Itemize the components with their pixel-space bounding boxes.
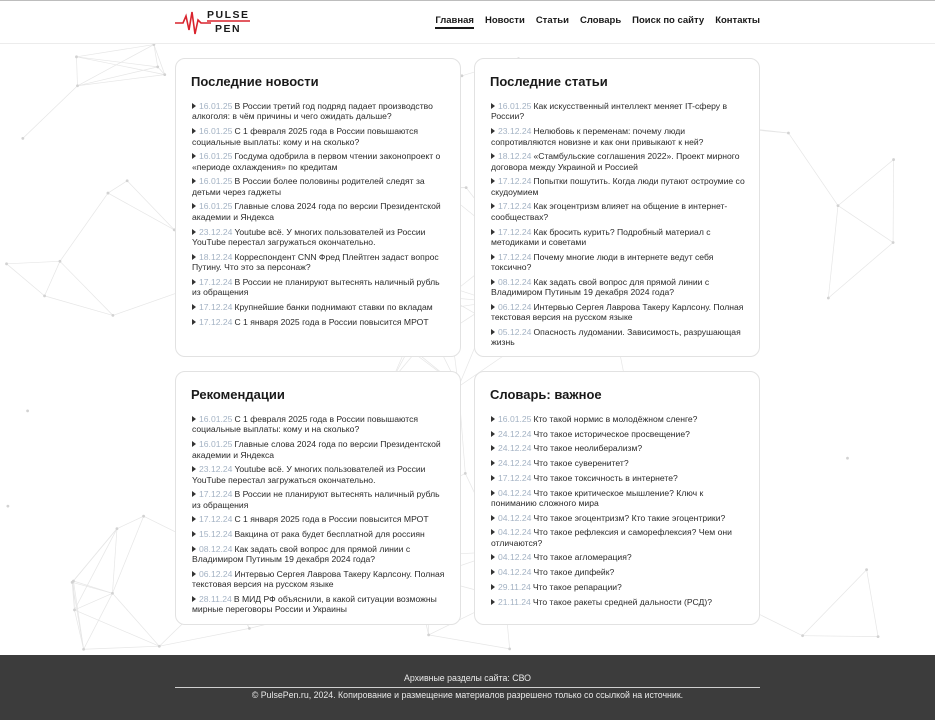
logo-line2: PEN <box>215 23 242 35</box>
item-date: 29.11.24 <box>498 581 531 592</box>
item-date: 06.12.24 <box>199 568 233 579</box>
glossary-list <box>490 414 745 607</box>
item-date: 21.11.24 <box>498 596 531 607</box>
caret-right-icon <box>192 229 196 235</box>
caret-right-icon <box>192 153 196 159</box>
caret-right-icon <box>491 416 495 422</box>
item-date: 24.12.24 <box>498 428 532 439</box>
item-title-link[interactable]: Что такое историческое просвещение? <box>533 428 690 439</box>
item-title-link[interactable]: В МИД РФ объяснили, в какой ситуации возможны мирные переговоры России и Украины <box>192 594 437 615</box>
caret-right-icon <box>491 304 495 310</box>
recommendations-card <box>175 371 461 625</box>
caret-right-icon <box>491 554 495 560</box>
news-heading: Последние новости <box>191 74 319 89</box>
news-card <box>175 58 461 357</box>
item-date: 04.12.24 <box>498 527 532 538</box>
caret-right-icon <box>491 529 495 535</box>
list-item[interactable] <box>490 488 745 509</box>
recommendations-heading: Рекомендации <box>191 387 285 402</box>
caret-right-icon <box>491 329 495 335</box>
list-item[interactable] <box>191 544 446 565</box>
list-item[interactable] <box>490 252 745 273</box>
list-item[interactable] <box>191 514 446 524</box>
item-date: 17.12.24 <box>199 489 233 500</box>
item-date: 17.12.24 <box>498 251 532 262</box>
caret-right-icon <box>192 491 196 497</box>
caret-right-icon <box>491 103 495 109</box>
caret-right-icon <box>491 128 495 134</box>
caret-right-icon <box>491 229 495 235</box>
logo-line1: PULSE <box>207 9 250 21</box>
item-date: 17.12.24 <box>199 316 233 327</box>
list-item[interactable] <box>191 594 446 615</box>
item-date: 28.11.24 <box>199 594 232 605</box>
articles-list <box>490 101 745 348</box>
caret-right-icon <box>192 531 196 537</box>
item-title-link[interactable]: Госдума одобрила в первом чтении законопроект о «периоде охлаждения» по кредитам <box>192 151 441 172</box>
glossary-card <box>474 371 760 625</box>
list-item[interactable] <box>490 552 745 562</box>
item-date: 08.12.24 <box>199 543 233 554</box>
item-date: 15.12.24 <box>199 529 233 540</box>
caret-right-icon <box>192 441 196 447</box>
item-title-link[interactable]: Что такое токсичность в интернете? <box>533 472 678 483</box>
item-title-link[interactable]: С 1 января 2025 года в России повысится МРОТ <box>234 514 429 525</box>
item-date: 04.12.24 <box>498 487 532 498</box>
caret-right-icon <box>192 571 196 577</box>
caret-right-icon <box>491 153 495 159</box>
item-date: 16.01.25 <box>199 126 233 137</box>
item-date: 08.12.24 <box>498 276 532 287</box>
caret-right-icon <box>491 599 495 605</box>
item-date: 23.12.24 <box>498 126 532 137</box>
list-item[interactable] <box>191 126 446 147</box>
item-title-link[interactable]: Опасность лудомании. Зависимость, разрушающая жизнь <box>491 326 741 348</box>
list-item[interactable] <box>490 414 745 424</box>
item-date: 23.12.24 <box>199 464 233 475</box>
list-item[interactable] <box>191 151 446 172</box>
list-item[interactable] <box>490 458 745 468</box>
list-item[interactable] <box>191 569 446 590</box>
list-item[interactable] <box>490 277 745 298</box>
footer-archive-link[interactable]: Архивные разделы сайта: СВО <box>403 673 531 683</box>
list-item[interactable] <box>490 227 745 248</box>
caret-right-icon <box>192 516 196 522</box>
item-date: 18.12.24 <box>498 151 532 162</box>
list-item[interactable] <box>490 597 745 607</box>
item-date: 23.12.24 <box>199 226 233 237</box>
list-item[interactable] <box>191 277 446 298</box>
item-date: 17.12.24 <box>498 226 532 237</box>
item-date: 24.12.24 <box>498 443 532 454</box>
item-title-link[interactable]: Youtube всё. У многих пользователей из России YouTube перестал загружаться окончательно. <box>192 464 426 485</box>
articles-card <box>474 58 760 357</box>
caret-right-icon <box>491 254 495 260</box>
item-date: 05.12.24 <box>498 326 532 337</box>
item-date: 16.01.25 <box>199 176 233 187</box>
item-date: 04.12.24 <box>498 567 532 578</box>
nav-contacts[interactable]: Контакты <box>715 15 760 26</box>
list-item[interactable] <box>490 443 745 453</box>
caret-right-icon <box>491 279 495 285</box>
item-title-link[interactable]: Как эгоцентризм влияет на общение в интернет-сообществах? <box>491 201 728 222</box>
item-title-link[interactable]: Что такое рефлексия и саморефлексия? Чем они отличаются? <box>491 527 732 548</box>
caret-right-icon <box>491 475 495 481</box>
list-item[interactable] <box>490 302 745 323</box>
item-date: 16.01.25 <box>199 101 233 111</box>
list-item[interactable] <box>490 429 745 439</box>
list-item[interactable] <box>191 489 446 510</box>
item-title-link[interactable]: Что такое критическое мышление? Ключ к пониманию сложного мира <box>491 487 704 508</box>
caret-right-icon <box>192 319 196 325</box>
caret-right-icon <box>192 128 196 134</box>
caret-right-icon <box>491 445 495 451</box>
item-date: 24.12.24 <box>498 458 532 469</box>
caret-right-icon <box>192 279 196 285</box>
item-title-link[interactable]: Корреспондент CNN Фред Плейтген задаст вопрос Путину. Что это за персонаж? <box>192 251 439 273</box>
item-title-link[interactable]: В России не планируют вытеснять наличный рубль из обращения <box>192 276 440 298</box>
item-title-link[interactable]: Что такое неолиберализм? <box>533 443 643 454</box>
item-title-link[interactable]: Попытки пошутить. Когда люди путают остроумие со скудоумием <box>491 176 745 197</box>
nav-home[interactable]: Главная <box>435 15 474 29</box>
item-title-link[interactable]: Как задать свой вопрос для прямой линии с Владимиром Путиным 19 декабря 2024 года? <box>491 276 710 298</box>
list-item[interactable] <box>191 302 446 312</box>
caret-right-icon <box>192 254 196 260</box>
main-nav <box>435 15 760 29</box>
articles-heading: Последние статьи <box>490 74 608 89</box>
item-date: 16.01.25 <box>199 414 233 424</box>
list-item[interactable] <box>490 527 745 548</box>
caret-right-icon <box>192 416 196 422</box>
footer-divider <box>175 687 760 688</box>
item-title-link[interactable]: Кто такой нормис в молодёжном сленге? <box>533 414 698 424</box>
item-title-link[interactable]: Что такое суверенитет? <box>533 458 629 469</box>
item-date: 17.12.24 <box>199 301 233 312</box>
list-item[interactable] <box>191 439 446 460</box>
news-list <box>191 101 446 327</box>
item-title-link[interactable]: Что такое агломерация? <box>533 552 632 563</box>
list-item[interactable] <box>191 176 446 197</box>
list-item[interactable] <box>490 176 745 197</box>
caret-right-icon <box>192 203 196 209</box>
item-title-link[interactable]: Что такое дипфейк? <box>533 567 615 578</box>
item-title-link[interactable]: Интервью Сергея Лаврова Такеру Карлсону. Полная текстовая версия на русском языке <box>192 568 445 590</box>
item-date: 17.12.24 <box>199 276 233 287</box>
list-item[interactable] <box>490 513 745 523</box>
item-date: 16.01.25 <box>498 414 532 424</box>
item-date: 17.12.24 <box>498 472 532 483</box>
item-title-link[interactable]: Как задать свой вопрос для прямой линии с Владимиром Путиным 19 декабря 2024 года? <box>192 543 411 565</box>
item-date: 18.12.24 <box>199 251 233 262</box>
item-title-link[interactable]: Почему многие люди в интернете ведут себя токсично? <box>491 251 714 273</box>
caret-right-icon <box>491 515 495 521</box>
nav-search[interactable]: Поиск по сайту <box>632 15 705 26</box>
item-date: 16.01.25 <box>498 101 532 111</box>
recommendations-list <box>191 414 446 615</box>
item-title-link[interactable]: С 1 февраля 2025 года в России повышаются социальные выплаты: кому и на сколько? <box>192 126 419 147</box>
caret-right-icon <box>491 178 495 184</box>
caret-right-icon <box>192 466 196 472</box>
item-date: 17.12.24 <box>498 176 532 187</box>
caret-right-icon <box>491 203 495 209</box>
list-item[interactable] <box>490 201 745 222</box>
caret-right-icon <box>192 103 196 109</box>
list-item[interactable] <box>490 327 745 348</box>
list-item[interactable] <box>191 101 446 122</box>
item-date: 06.12.24 <box>498 301 532 312</box>
list-item[interactable] <box>490 473 745 483</box>
caret-right-icon <box>192 546 196 552</box>
item-date: 17.12.24 <box>498 201 532 212</box>
list-item[interactable] <box>191 227 446 248</box>
list-item[interactable] <box>191 529 446 539</box>
item-title-link[interactable]: Как искусственный интеллект меняет IT-сферу в России? <box>491 101 728 122</box>
list-item[interactable] <box>490 101 745 122</box>
item-title-link[interactable]: Что такое ракеты средней дальности (РСД)? <box>532 596 712 607</box>
item-date: 04.12.24 <box>498 552 532 563</box>
item-title-link[interactable]: «Стамбульские соглашения 2022». Проект мирного договора между Украиной и Россией <box>491 151 740 172</box>
site-header <box>0 1 935 44</box>
caret-right-icon <box>491 490 495 496</box>
item-date: 16.01.25 <box>199 201 233 212</box>
footer-copyright: © PulsePen.ru, 2024. Копирование и размещение материалов разрешено только со ссылкой на источник. <box>251 690 684 700</box>
item-title-link[interactable]: В России не планируют вытеснять наличный рубль из обращения <box>192 489 440 510</box>
caret-right-icon <box>192 304 196 310</box>
item-date: 04.12.24 <box>498 512 532 523</box>
item-date: 16.01.25 <box>199 439 233 450</box>
item-title-link[interactable]: В России третий год подряд падает производство алкоголя: в чём причины и чего ожидать дальше? <box>192 101 433 122</box>
caret-right-icon <box>491 431 495 437</box>
item-date: 17.12.24 <box>199 514 233 525</box>
list-item[interactable] <box>191 252 446 273</box>
list-item[interactable] <box>490 151 745 172</box>
caret-right-icon <box>491 584 495 590</box>
item-title-link[interactable]: Что такое эгоцентризм? Кто такие эгоцентрики? <box>533 512 726 523</box>
site-logo[interactable] <box>175 8 255 38</box>
item-title-link[interactable]: Как бросить курить? Подробный материал с методиками и советами <box>491 226 711 247</box>
item-title-link[interactable]: Youtube всё. У многих пользователей из России YouTube перестал загружаться окончательно. <box>192 226 426 247</box>
nav-news[interactable]: Новости <box>484 15 525 26</box>
caret-right-icon <box>192 596 196 602</box>
item-title-link[interactable]: В России более половины родителей следят за детьми через гаджеты <box>192 176 425 197</box>
list-item[interactable] <box>191 201 446 222</box>
item-title-link[interactable]: Вакцина от рака будет бесплатной для россиян <box>234 529 425 540</box>
site-footer <box>0 655 935 720</box>
nav-glossary[interactable]: Словарь <box>579 15 622 26</box>
list-item[interactable] <box>191 317 446 327</box>
item-title-link[interactable]: Главные слова 2024 года по версии Президентской академии и Яндекса <box>192 201 441 222</box>
item-title-link[interactable]: Нелюбовь к переменам: почему люди сопротивляются новизне и как они привыкают к ней? <box>491 126 704 147</box>
nav-articles[interactable]: Статьи <box>535 15 569 26</box>
caret-right-icon <box>192 178 196 184</box>
item-title-link[interactable]: С 1 февраля 2025 года в России повышаются социальные выплаты: кому и на сколько? <box>192 414 419 435</box>
item-title-link[interactable]: Что такое репарации? <box>532 581 622 592</box>
caret-right-icon <box>491 569 495 575</box>
list-item[interactable] <box>490 567 745 577</box>
item-title-link[interactable]: Главные слова 2024 года по версии Президентской академии и Яндекса <box>192 439 441 460</box>
caret-right-icon <box>491 460 495 466</box>
item-title-link[interactable]: С 1 января 2025 года в России повысится МРОТ <box>234 316 429 327</box>
item-title-link[interactable]: Крупнейшие банки поднимают ставки по вкладам <box>234 301 433 312</box>
glossary-heading: Словарь: важное <box>490 387 602 402</box>
item-title-link[interactable]: Интервью Сергея Лаврова Такеру Карлсону. Полная текстовая версия на русском языке <box>491 301 744 323</box>
list-item[interactable] <box>490 126 745 147</box>
item-date: 16.01.25 <box>199 151 233 162</box>
list-item[interactable] <box>191 464 446 485</box>
list-item[interactable] <box>490 582 745 592</box>
list-item[interactable] <box>191 414 446 435</box>
